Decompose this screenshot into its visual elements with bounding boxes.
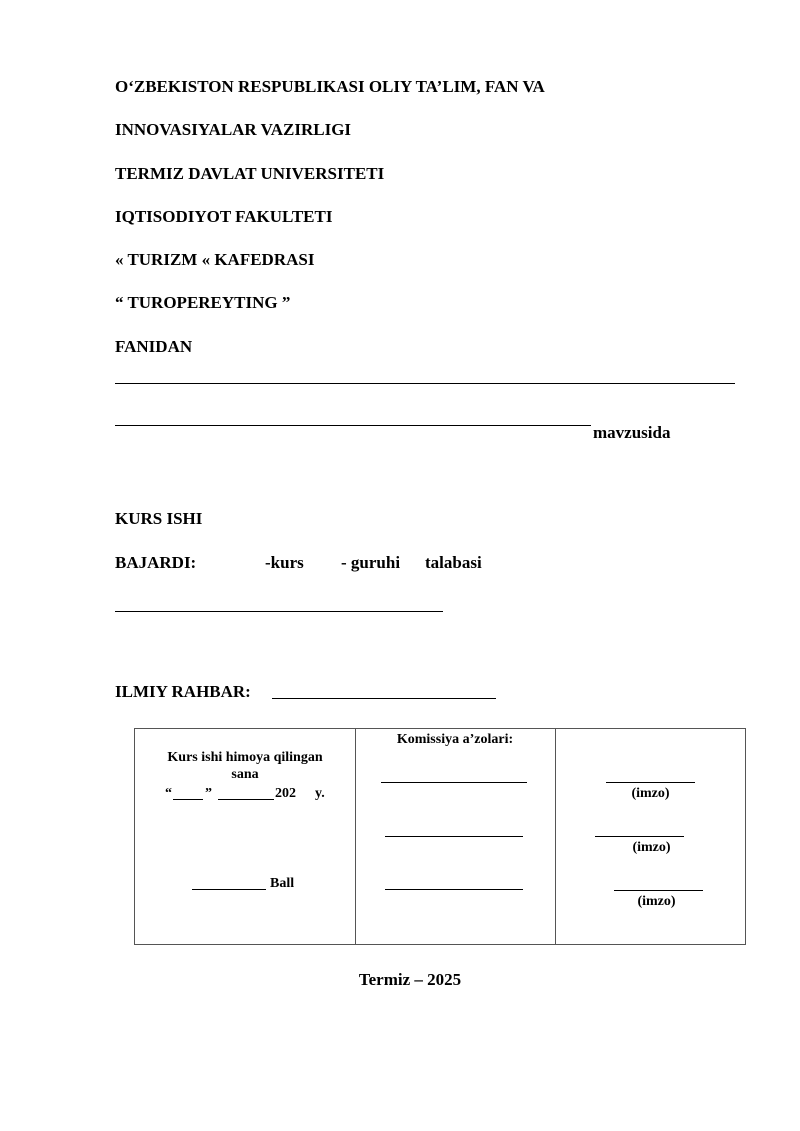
ball-blank <box>192 889 266 890</box>
university-name: TERMIZ DAVLAT UNIVERSITETI <box>115 164 385 183</box>
date-year: 202 <box>275 786 296 801</box>
course-label: -kurs <box>265 553 304 572</box>
performed-by-line <box>115 553 615 573</box>
commission-member-1-blank <box>381 782 527 783</box>
faculty-name: IQTISODIYOT FAKULTETI <box>115 207 333 226</box>
ministry-title-line-2: INNOVASIYALAR VAZIRLIGI <box>115 120 352 139</box>
signature-2-label: (imzo) <box>632 840 671 855</box>
subject-suffix: FANIDAN <box>115 337 193 356</box>
signature-2-blank <box>595 836 684 837</box>
signature-3-label: (imzo) <box>637 894 676 909</box>
city-year: Termiz – 2025 <box>358 970 462 989</box>
signature-1-label: (imzo) <box>631 786 670 801</box>
department-name: « TURIZM « KAFEDRASI <box>115 250 315 269</box>
group-label: - guruhi <box>341 553 401 572</box>
table-column-divider-1 <box>355 729 356 944</box>
defense-table <box>134 728 746 945</box>
commission-label: Komissiya a’zolari: <box>396 732 514 747</box>
student-name-blank-line <box>115 611 443 612</box>
topic-blank-line-1 <box>115 383 735 384</box>
date-day-blank <box>173 799 203 800</box>
supervisor-label: ILMIY RAHBAR: <box>115 682 251 701</box>
date-close-quote: ” <box>205 786 212 801</box>
table-column-divider-2 <box>555 729 556 944</box>
date-year-suffix: y. <box>315 786 325 801</box>
ball-label: Ball <box>270 876 295 891</box>
supervisor-blank-line <box>272 698 496 699</box>
topic-blank-line-2 <box>115 425 591 426</box>
topic-suffix: mavzusida <box>593 423 671 442</box>
work-title: KURS ISHI <box>115 509 203 528</box>
student-label: talabasi <box>425 553 482 572</box>
performed-by-label: BAJARDI: <box>115 553 197 572</box>
subject-name: “ TUROPEREYTING ” <box>115 293 291 312</box>
date-month-blank <box>218 799 274 800</box>
date-open-quote: “ <box>165 786 172 801</box>
ministry-title-line-1: O‘ZBEKISTON RESPUBLIKASI OLIY TA’LIM, FAN VA <box>115 77 545 96</box>
defense-date-label-2: sana <box>231 767 259 782</box>
signature-3-blank <box>614 890 703 891</box>
commission-member-2-blank <box>385 836 523 837</box>
defense-date-label: Kurs ishi himoya qilingan <box>167 750 323 765</box>
signature-1-blank <box>606 782 695 783</box>
commission-member-3-blank <box>385 889 523 890</box>
